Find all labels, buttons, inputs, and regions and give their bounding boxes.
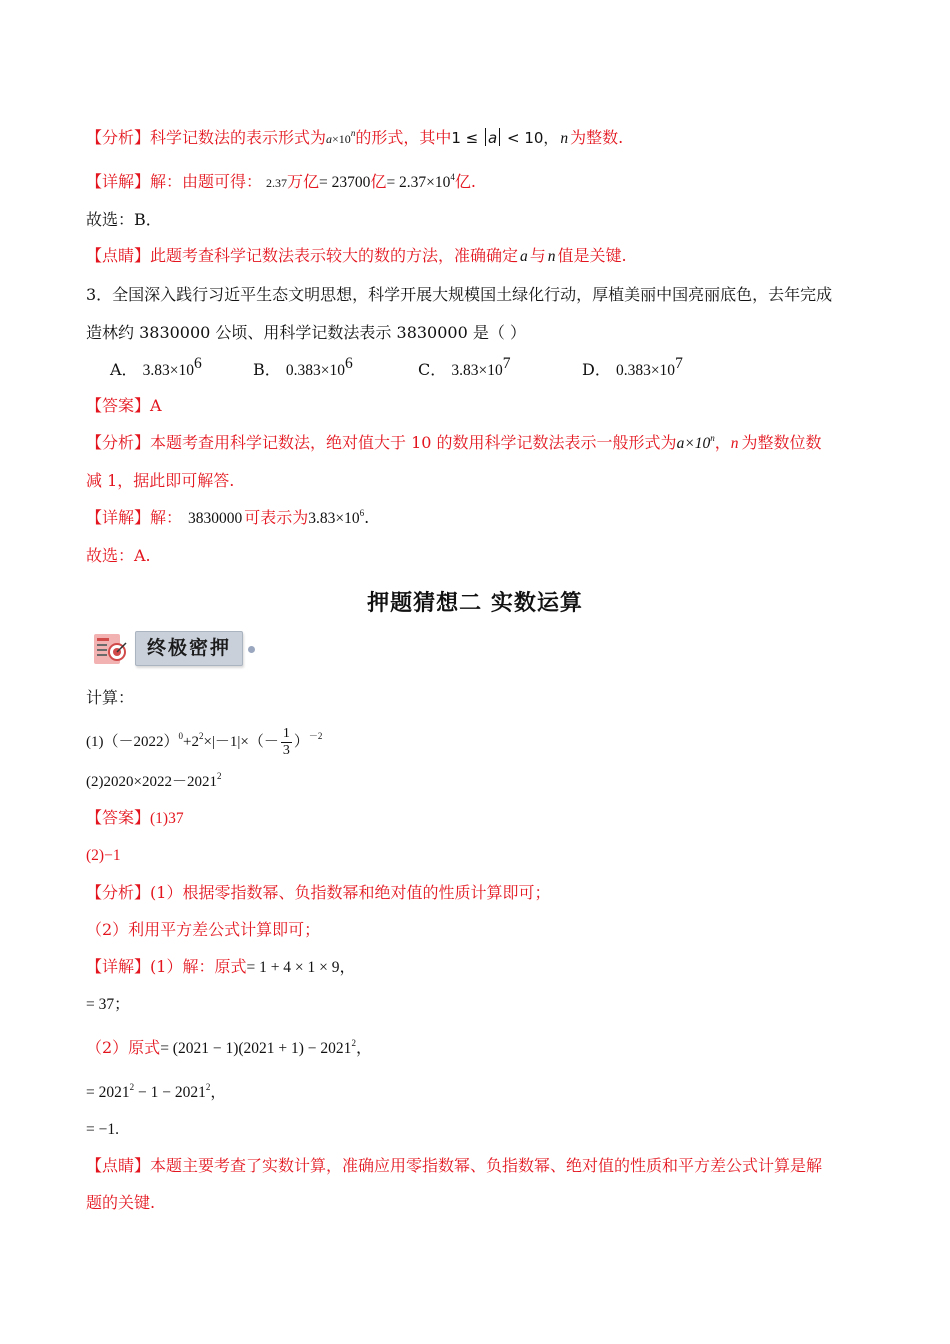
unit-yi: 亿 <box>370 172 387 191</box>
step-2-expr: = $(2021 - 1)(2021 + 1) - 2021^2$ <box>160 1038 356 1057</box>
target-icon <box>93 632 127 666</box>
remark-line-3: 题的关键. <box>86 1193 156 1212</box>
analysis-label: 【分析】 <box>86 433 151 452</box>
step-3: = $2021^2 - 1 - 2021^2$， <box>86 1082 226 1101</box>
step-2-label: （2）原式 <box>86 1038 161 1057</box>
choice-line: 故选：B． <box>86 210 162 229</box>
detail-text-2: 可表示为 <box>244 508 309 527</box>
analysis-text: 科学记数法的表示形式为 <box>150 128 327 147</box>
q3-choice-line: 故选：A. <box>86 546 151 565</box>
option-a[interactable]: A． $3.83\times 10^6$ <box>110 355 202 379</box>
option-c[interactable]: C． $3.83\times 10^7$ <box>418 355 511 379</box>
remark-text: 本题主要考查了实数计算，准确应用零指数幂、负指数幂、绝对值的性质和平方差公式计算是解 <box>150 1156 823 1175</box>
sci-result: = $2.37\times 10^4$ <box>386 172 455 191</box>
q3-analysis-line-2: 减 1，据此即可解答. <box>86 471 235 490</box>
answer-value: A <box>150 396 162 415</box>
section-title: 押题猜想二 实数运算 <box>367 591 583 616</box>
sci-notation-expr: $a\times 10^n$ <box>326 128 356 146</box>
general-form-expr: $a\times 10^n$ <box>676 433 715 452</box>
unit-yi-end: 亿. <box>454 172 477 191</box>
fraction-one-third: $\frac{1}{3}$ <box>282 726 290 758</box>
final-prediction-badge <box>93 628 253 670</box>
answer-line-2 <box>86 808 184 829</box>
badge-dot <box>248 646 255 653</box>
remark-line <box>86 246 627 267</box>
option-b[interactable]: B． $0.383\times 10^6$ <box>253 355 353 379</box>
answer-label: 【答案】 <box>86 396 151 415</box>
answer-1: (1)37 <box>150 810 184 827</box>
var-n: n <box>560 130 569 147</box>
badge-label: 终极密押 <box>135 631 243 666</box>
analysis-text: 本题考查用科学记数法，绝对值大于 10 的数用科学记数法表示一般形式为 <box>150 433 677 452</box>
analysis-line <box>86 128 623 149</box>
analysis-comma: ， <box>714 433 731 452</box>
detail-text: (1）解：原式 <box>150 957 247 976</box>
step-37: = 37； <box>86 996 130 1013</box>
value-237: 2.37 <box>266 176 288 190</box>
var-n: n <box>730 435 739 452</box>
remark-label: 【点睛】 <box>86 246 151 265</box>
analysis-line-4: （2）利用平方差公式计算即可； <box>86 920 321 939</box>
condition-expr: 1 ≤ a < 10， <box>451 129 559 147</box>
remark-label: 【点睛】 <box>86 1156 151 1175</box>
step-1-expr: = 1 + 4 × 1 × 9 <box>246 959 340 976</box>
q3-analysis-line <box>86 433 822 454</box>
detail-label: 【详解】 <box>86 957 151 976</box>
remark-line-2 <box>86 1156 822 1176</box>
detail-label: 【详解】 <box>86 172 151 191</box>
analysis-text: (1）根据零指数幂、负指数幂和绝对值的性质计算即可； <box>150 883 551 902</box>
question-3-stem-2: 造林约 3830000 公顷、用科学记数法表示 3830000 是（ ） <box>86 323 526 342</box>
remark-text: 此题考查科学记数法表示较大的数的方法，准确确定 <box>150 246 519 265</box>
answer-label: 【答案】 <box>86 808 151 827</box>
analysis-text-3: 为整数. <box>570 128 624 147</box>
analysis-label: 【分析】 <box>86 883 151 902</box>
answer-2: (2)−1 <box>86 847 121 864</box>
unit-wanyi: 万亿 <box>287 172 320 191</box>
answer-line <box>86 396 162 416</box>
step-4: = −1. <box>86 1121 119 1138</box>
step-2: （2）原式= $(2021 - 1)(2021 + 1) - 2021^2$， <box>86 1038 372 1057</box>
comma: ， <box>339 957 356 976</box>
analysis-text-2: 为整数位数 <box>741 433 822 452</box>
analysis-text-2: 的形式，其中 <box>355 128 452 147</box>
period: . <box>364 508 370 527</box>
option-d[interactable]: D． $0.383\times 10^7$ <box>582 355 683 379</box>
detail-label: 【详解】 <box>86 508 151 527</box>
value-23700: = 23700 <box>319 174 371 191</box>
analysis-line-3 <box>86 883 550 903</box>
problem-1: $(1)(-2022)^0+2^2\times|-1|\times(-$ $\frac{1}{3}$ ）$^{-2}$ <box>86 726 323 758</box>
analysis-label: 【分析】 <box>86 128 151 147</box>
detail-line <box>86 172 476 193</box>
q3-detail-line <box>86 508 369 529</box>
var-a: a <box>520 248 528 265</box>
detail-line-3 <box>86 957 356 978</box>
question-3-stem: 3．全国深入践行习近平生态文明思想，科学开展大规模国土绿化行动，厚植美丽中国亮丽底色，去年完成 <box>86 285 833 304</box>
sci-result: $3.83\times 10^6$ <box>308 508 365 527</box>
var-n-2: n <box>547 248 556 265</box>
problem-2: $(2)2020\times 2022-2021^2$ <box>86 771 222 790</box>
remark-text-3: 值是关键. <box>557 246 627 265</box>
value-3830000: 3830000 <box>188 510 243 527</box>
detail-text: 解：由题可得： <box>150 172 263 191</box>
remark-text-2: 与 <box>529 246 546 265</box>
compute-prompt: 计算： <box>86 688 135 707</box>
detail-text: 解： <box>150 508 183 527</box>
